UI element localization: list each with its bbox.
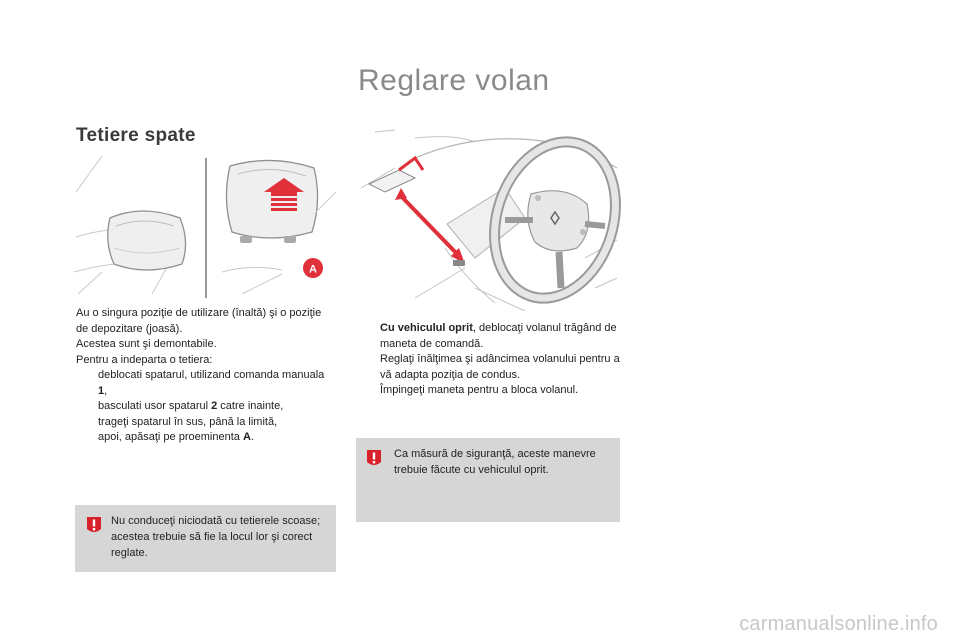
paragraph-positions: Au o singura poziţie de utilizare (înaltă) şi o poziţie de depozitare (joasă). (76, 307, 322, 335)
list-item-text: apoi, apăsaţi pe proeminenta (98, 431, 243, 443)
list-item (76, 368, 336, 399)
list-item (358, 383, 620, 399)
warning-text: Nu conduceţi niciodată cu tetierele scoase; acestea trebuie să fie la locul lor şi corect reglate. (111, 515, 321, 559)
list-item (76, 399, 336, 415)
warning-exclamation-icon (84, 515, 104, 535)
list-item-bold: 1 (98, 384, 105, 397)
list-item-text: catre inainte, (217, 400, 284, 412)
list-item-text: . (250, 431, 254, 443)
list-item-text: , (104, 384, 108, 397)
list-item (76, 415, 336, 431)
steering-instructions (358, 321, 620, 399)
list-item-bold: Cu vehiculul oprit (380, 322, 473, 334)
steering-wheel-illustration (355, 128, 621, 311)
list-item-text: deblocati spatarul, utilizand comanda manuala (98, 369, 325, 381)
list-item-bold: A (242, 431, 251, 443)
headrest-illustration (72, 152, 338, 298)
warning-box-headrest (75, 505, 336, 572)
warning-box-steering (356, 438, 620, 522)
headrest-instructions (76, 306, 336, 446)
warning-text: Ca măsură de siguranţă, aceste manevre trebuie făcute cu vehiculul oprit. (394, 448, 596, 476)
list-item-text: Reglaţi înălţimea şi adâncimea volanului pentru a vă adapta poziţia de condus. (380, 353, 620, 381)
list-item-bold: 2 (211, 400, 218, 412)
watermark-footer: carmanualsonline.info (739, 613, 938, 635)
list-item-text: Împingeţi maneta pentru a bloca volanul. (380, 384, 579, 396)
section-title: Tetiere spate (76, 125, 196, 146)
list-item-text: , deblocaţi volanul trăgând de maneta de comandă. (380, 322, 617, 350)
list-item (76, 430, 336, 446)
list-item-text: basculati usor spatarul (98, 400, 212, 412)
paragraph-removable: Acestea sunt şi demontabile. (76, 338, 217, 350)
list-item-text: trageţi spatarul în sus, până la limită, (98, 415, 278, 428)
warning-exclamation-icon (364, 448, 384, 468)
list-item (358, 352, 620, 383)
page-title: Reglare volan (358, 64, 550, 97)
label-a-text: A (309, 263, 317, 276)
paragraph-remove-intro: Pentru a indeparta o tetiera: (76, 353, 213, 366)
list-item (358, 321, 620, 352)
